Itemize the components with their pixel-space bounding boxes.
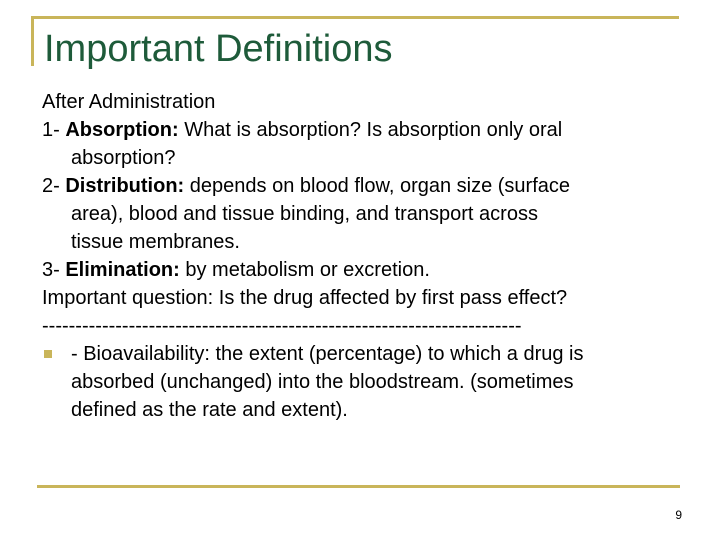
distribution-line-2: area), blood and tissue binding, and transport across (71, 203, 538, 225)
elimination-term: Elimination: (65, 259, 180, 281)
elimination-line (42, 256, 692, 284)
title-frame-left-rule (31, 16, 34, 66)
bioavailability-bullet (42, 340, 692, 424)
absorption-term: Absorption: (65, 119, 179, 141)
page-number: 9 (675, 508, 682, 522)
absorption-prefix: 1- (42, 119, 66, 141)
title-frame-top-rule (31, 16, 679, 19)
slide-title: Important Definitions (44, 28, 393, 70)
elimination-text: by metabolism or excretion. (179, 259, 430, 281)
absorption-line-2: absorption? (71, 147, 176, 169)
square-bullet-icon (44, 350, 52, 358)
bioavailability-line-1: - Bioavailability: the extent (percentage) to which a drug is (71, 343, 584, 365)
distribution-term: Distribution: (65, 175, 185, 197)
bioavailability-line-2: absorbed (unchanged) into the bloodstream. (sometimes (71, 371, 574, 393)
bioavailability-line-3: defined as the rate and extent). (71, 399, 348, 421)
absorption-text: What is absorption? Is absorption only oral (178, 119, 563, 141)
footer-rule (37, 485, 680, 488)
question-line: Important question: Is the drug affected by first pass effect? (42, 287, 568, 309)
intro-line: After Administration (42, 91, 216, 113)
distribution-text: depends on blood flow, organ size (surface (184, 175, 571, 197)
slide-body (42, 88, 692, 424)
distribution-line-1 (42, 172, 692, 200)
distribution-prefix: 2- (42, 175, 66, 197)
absorption-line-1 (42, 116, 692, 144)
elimination-prefix: 3- (42, 259, 66, 281)
distribution-line-3: tissue membranes. (71, 231, 240, 253)
separator-line: ------------------------------------------------------------------------ (42, 315, 522, 337)
